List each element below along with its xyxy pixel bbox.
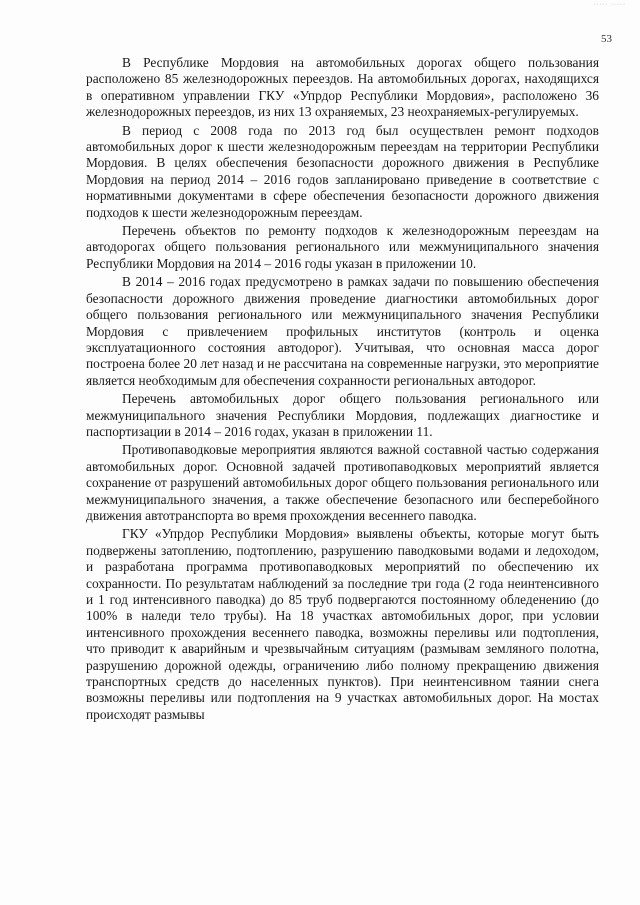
paragraph-railway-crossings: В Республике Мордовия на автомобильных дорогах общего пользования расположено 85 железнодорожных переездов. На автомобильных дорогах, находящихся в оперативном управлении ГКУ «Упрдор Республики Мордовия», расположено 36 железнодорожных переездов, из них 13 охраняемых, 23 неохраняемых-регулируемых. <box>86 55 599 120</box>
paragraph-appendix-10: Перечень объектов по ремонту подходов к железнодорожным переездам на автодорогах общего пользования регионального или межмуниципального значения Республики Мордовия на 2014 – 2016 годы указан в приложении 10. <box>86 223 599 271</box>
scan-corner-mark: ····· ····· <box>593 2 626 8</box>
document-body <box>86 55 599 725</box>
paragraph-approach-repairs: В период с 2008 года по 2013 год был осуществлен ремонт подходов автомобильных дорог к шести железнодорожным переездам на территории Республики Мордовия. В целях обеспечения безопасности дорожного движения в Республике Мордовия на период 2014 – 2016 годов запланировано приведение в соответствие с нормативными документами в сфере обеспечения безопасности дорожного движения подходов к шести железнодорожным переездам. <box>86 122 599 220</box>
paragraph-diagnostics: В 2014 – 2016 годах предусмотрено в рамках задачи по повышению обеспечения безопасности дорожного движения проведение диагностики автомобильных дорог общего пользования регионального или межмуниципального значения Республики Мордовия с привлечением профильных институтов (контроль и оценка эксплуатационного состояния автодорог). Учитывая, что основная масса дорог построена более 20 лет назад и не рассчитана на современные нагрузки, это мероприятие является необходимым для обеспечения сохранности региональных автодорог. <box>86 274 599 388</box>
paragraph-appendix-11: Перечень автомобильных дорог общего пользования регионального или межмуниципального значения Республики Мордовия, подлежащих диагностике и паспортизации в 2014 – 2016 годах, указан в приложении 11. <box>86 391 599 439</box>
paragraph-flood-measures: Противопаводковые мероприятия являются важной составной частью содержания автомобильных дорог. Основной задачей противопаводковых мероприятий является сохранение от разрушений автомобильных дорог общего пользования регионального или межмуниципального значения, а также обеспечение безопасного или бесперебойного движения автотранспорта во время прохождения весеннего паводка. <box>86 442 599 523</box>
paragraph-flood-objects: ГКУ «Упрдор Республики Мордовия» выявлены объекты, которые могут быть подвержены затоплению, подтоплению, разрушению паводковыми водами и ледоходом, и разработана программа противопаводковых мероприятий по обеспечению их сохранности. По результатам наблюдений за последние три года (2 года неинтенсивного и 1 год интенсивного паводка) до 85 труб подвергаются постоянному обледенению (до 100% в наледи тело трубы). На 18 участках автомобильных дорог, при условии интенсивного прохождения весеннего паводка, возможны переливы или подтопления, что приводит к аварийным и чрезвычайным ситуациям (размывам земляного полотна, разрушению дорожной одежды, ограничению либо полному прекращению движения транспортных средств до населенных пунктов). При неинтенсивном таянии снега возможны переливы или подтопления на 9 участках автомобильных дорог. На мостах происходят размывы <box>86 526 599 722</box>
page-number: 53 <box>601 33 612 45</box>
